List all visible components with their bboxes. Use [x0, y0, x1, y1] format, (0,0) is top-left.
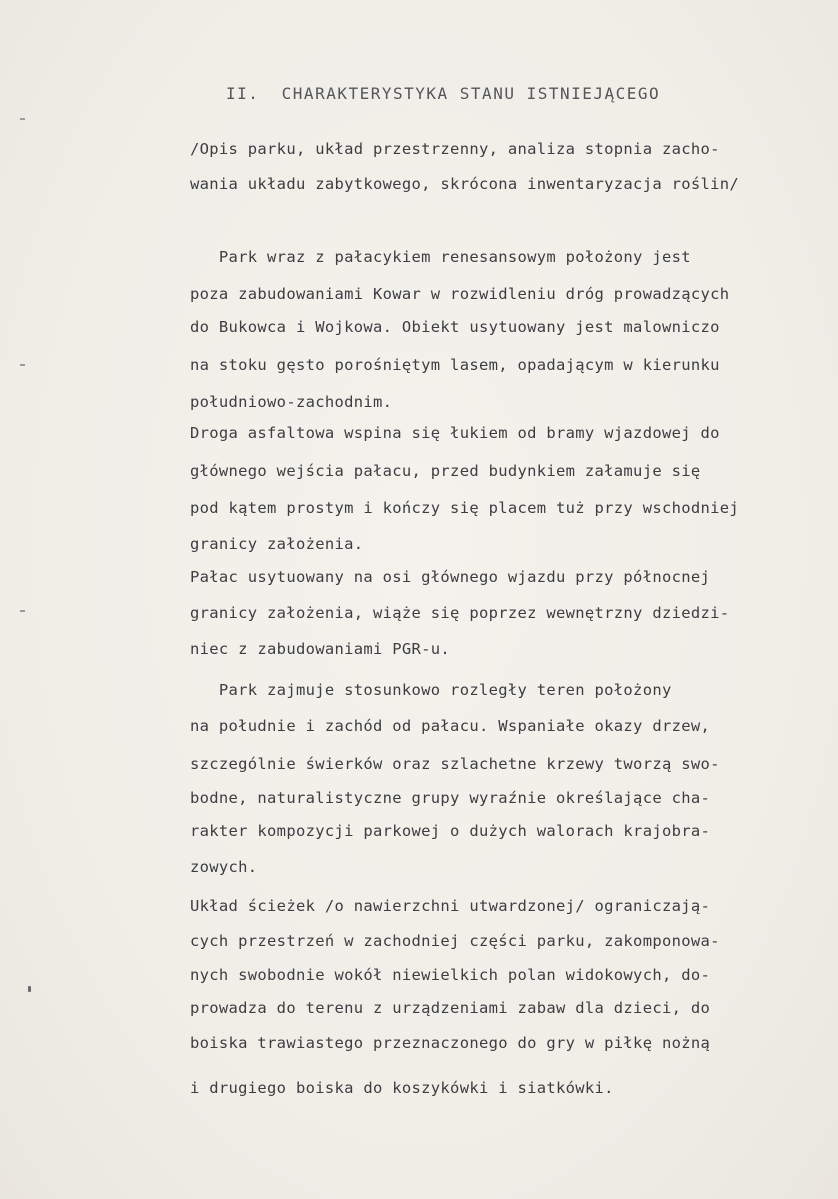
text-line: głównego wejścia pałacu, przed budynkiem załamuje się: [190, 462, 701, 480]
margin-tick: [20, 610, 25, 612]
margin-tick: [20, 364, 25, 366]
text-line: Pałac usytuowany na osi głównego wjazdu przy północnej: [190, 568, 711, 586]
text-line: nych swobodnie wokół niewielkich polan widokowych, do-: [190, 966, 711, 984]
text-line: /Opis parku, układ przestrzenny, analiza stopnia zacho-: [190, 140, 720, 158]
text-line: niec z zabudowaniami PGR-u.: [190, 640, 451, 658]
text-line: szczególnie świerków oraz szlachetne krzewy tworzą swo-: [190, 755, 720, 773]
text-line: Park zajmuje stosunkowo rozległy teren położony: [190, 681, 672, 699]
text-line: poza zabudowaniami Kowar w rozwidleniu dróg prowadzących: [190, 285, 730, 303]
text-line: pod kątem prostym i kończy się placem tuż przy wschodniej: [190, 499, 740, 517]
margin-dot: [28, 986, 31, 992]
section-heading: II. CHARAKTERYSTYKA STANU ISTNIEJĄCEGO: [226, 84, 661, 103]
text-line: granicy założenia, wiąże się poprzez wewnętrzny dziedzi-: [190, 604, 730, 622]
margin-tick: [20, 118, 25, 120]
text-line: cych przestrzeń w zachodniej części parku, zakomponowa-: [190, 932, 720, 950]
text-line: zowych.: [190, 858, 258, 876]
text-line: Układ ścieżek /o nawierzchni utwardzonej/ ograniczają-: [190, 897, 711, 915]
text-line: prowadza do terenu z urządzeniami zabaw dla dzieci, do: [190, 999, 711, 1017]
text-line: do Bukowca i Wojkowa. Obiekt usytuowany jest malowniczo: [190, 318, 720, 336]
text-line: granicy założenia.: [190, 535, 364, 553]
text-line: Droga asfaltowa wspina się łukiem od bramy wjazdowej do: [190, 424, 720, 442]
text-line: na południe i zachód od pałacu. Wspaniałe okazy drzew,: [190, 717, 711, 735]
text-line: rakter kompozycji parkowej o dużych walorach krajobra-: [190, 822, 711, 840]
text-line: południowo-zachodnim.: [190, 393, 393, 411]
text-line: wania układu zabytkowego, skrócona inwentaryzacja roślin/: [190, 175, 740, 193]
text-line: i drugiego boiska do koszykówki i siatkówki.: [190, 1079, 614, 1097]
text-line: boiska trawiastego przeznaczonego do gry w piłkę nożną: [190, 1034, 711, 1052]
text-line: Park wraz z pałacykiem renesansowym położony jest: [190, 248, 691, 266]
text-line: na stoku gęsto porośniętym lasem, opadającym w kierunku: [190, 356, 720, 374]
text-line: bodne, naturalistyczne grupy wyraźnie określające cha-: [190, 789, 711, 807]
